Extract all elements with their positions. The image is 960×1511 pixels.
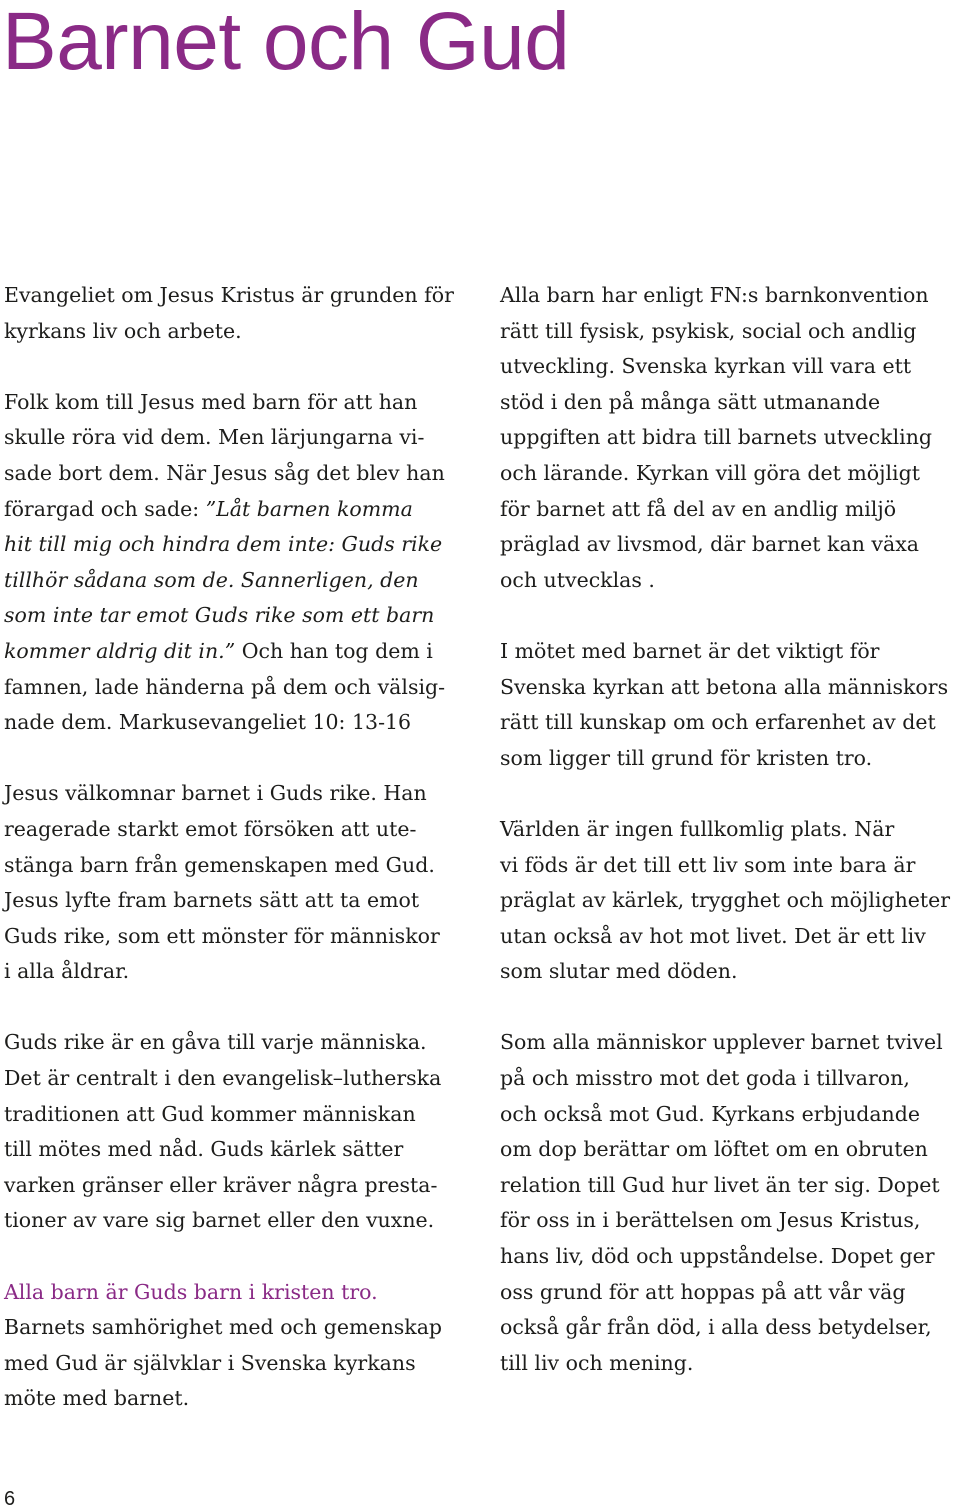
text-line: för oss in i berättelsen om Jesus Kristus, — [500, 1208, 921, 1233]
text-segment: Och han tog dem i — [235, 638, 433, 663]
text-line: varken gränser eller kräver några presta- — [4, 1172, 438, 1197]
quote-text: som inte tar emot Guds rike som ett barn — [4, 603, 435, 628]
text-line: stänga barn från gemenskapen med Gud. — [4, 852, 435, 877]
intro-paragraph — [4, 278, 474, 349]
text-line: som ligger till grund för kristen tro. — [500, 745, 873, 770]
text-line: också går från död, i alla dess betydelser, — [500, 1315, 932, 1340]
text-line: Folk kom till Jesus med barn för att han — [4, 389, 418, 414]
text-line: tioner av vare sig barnet eller den vuxne. — [4, 1208, 435, 1233]
text-segment: förargad och sade: — [4, 496, 206, 521]
text-line: om dop berättar om löftet om en obruten — [500, 1137, 928, 1162]
quote-text: hit till mig och hindra dem inte: Guds rike — [4, 532, 443, 557]
text-line: och lärande. Kyrkan vill göra det möjligt — [500, 460, 920, 485]
paragraph — [500, 1025, 960, 1381]
text-line: stöd i den på många sätt utmanande — [500, 389, 881, 414]
text-line: utveckling. Svenska kyrkan vill vara ett — [500, 354, 912, 379]
text-line: rätt till fysisk, psykisk, social och andlig — [500, 318, 917, 343]
text-line: Jesus välkomnar barnet i Guds rike. Han — [4, 781, 427, 806]
text-line: nade dem. Markusevangeliet 10: 13-16 — [4, 710, 412, 735]
text-line: som slutar med döden. — [500, 959, 738, 984]
page-number: 6 — [4, 1488, 16, 1510]
text-line: i alla åldrar. — [4, 959, 130, 984]
text-line: famnen, lade händerna på dem och välsig- — [4, 674, 446, 699]
text-line: med Gud är självklar i Svenska kyrkans — [4, 1350, 416, 1375]
text-line: uppgiften att bidra till barnets utveckling — [500, 425, 933, 450]
text-line: möte med barnet. — [4, 1386, 190, 1411]
text-line: I mötet med barnet är det viktigt för — [500, 638, 880, 663]
text-line: Världen är ingen fullkomlig plats. När — [500, 816, 895, 841]
text-line: och också mot Gud. Kyrkans erbjudande — [500, 1101, 920, 1126]
text-line: för barnet att få del av en andlig miljö — [500, 496, 897, 521]
quote-text: tillhör sådana som de. Sannerligen, den — [4, 567, 419, 592]
paragraph — [500, 278, 960, 598]
text-line: Evangeliet om Jesus Kristus är grunden för — [4, 283, 454, 307]
paragraph — [4, 1025, 474, 1239]
text-line: oss grund för att hoppas på att vår väg — [500, 1279, 906, 1304]
text-line: Som alla människor upplever barnet tvivel — [500, 1030, 943, 1055]
text-line: Guds rike, som ett mönster för människor — [4, 923, 440, 948]
right-column — [500, 278, 960, 1417]
text-line: Det är centralt i den evangelisk–lutherska — [4, 1066, 442, 1091]
text-line: Alla barn har enligt FN:s barnkonvention — [500, 283, 929, 307]
page-title: Barnet och Gud — [2, 0, 570, 87]
paragraph — [500, 812, 960, 990]
text-line: kyrkans liv och arbete. — [4, 318, 242, 343]
quote-text: ”Låt barnen komma — [205, 496, 413, 521]
text-line: Guds rike är en gåva till varje människa. — [4, 1030, 427, 1055]
text-line: präglad av livsmod, där barnet kan växa — [500, 532, 919, 557]
text-line: traditionen att Gud kommer människan — [4, 1101, 416, 1126]
text-line: utan också av hot mot livet. Det är ett liv — [500, 923, 926, 948]
paragraph — [4, 1275, 474, 1417]
text-line: på och misstro mot det goda i tillvaron, — [500, 1066, 910, 1091]
text-line: sade bort dem. När Jesus såg det blev han — [4, 460, 445, 485]
text-line: Svenska kyrkan att betona alla människors — [500, 674, 949, 699]
text-line — [4, 492, 474, 528]
text-line: Jesus lyfte fram barnets sätt att ta emot — [4, 888, 420, 913]
text-line — [4, 634, 474, 670]
quote-text: kommer aldrig dit in.” — [4, 638, 236, 663]
text-line: Barnets samhörighet med och gemenskap — [4, 1315, 443, 1340]
text-line: präglat av kärlek, trygghet och möjligheter — [500, 888, 951, 913]
text-line: vi föds är det till ett liv som inte bara är — [500, 852, 916, 877]
text-line: till mötes med nåd. Guds kärlek sätter — [4, 1137, 404, 1162]
text-line: reagerade starkt emot försöken att ute- — [4, 816, 417, 841]
text-line: rätt till kunskap om och erfarenhet av det — [500, 710, 936, 735]
paragraph — [500, 634, 960, 776]
text-line: och utvecklas . — [500, 567, 655, 592]
left-column — [4, 278, 474, 1453]
text-line: relation till Gud hur livet än ter sig. Dopet — [500, 1172, 940, 1197]
bible-quote-paragraph — [4, 385, 474, 741]
text-line: till liv och mening. — [500, 1350, 694, 1375]
highlight-line: Alla barn är Guds barn i kristen tro. — [4, 1279, 378, 1304]
text-line: hans liv, död och uppståndelse. Dopet ger — [500, 1244, 935, 1269]
paragraph — [4, 776, 474, 990]
text-line: skulle röra vid dem. Men lärjungarna vi- — [4, 425, 425, 450]
